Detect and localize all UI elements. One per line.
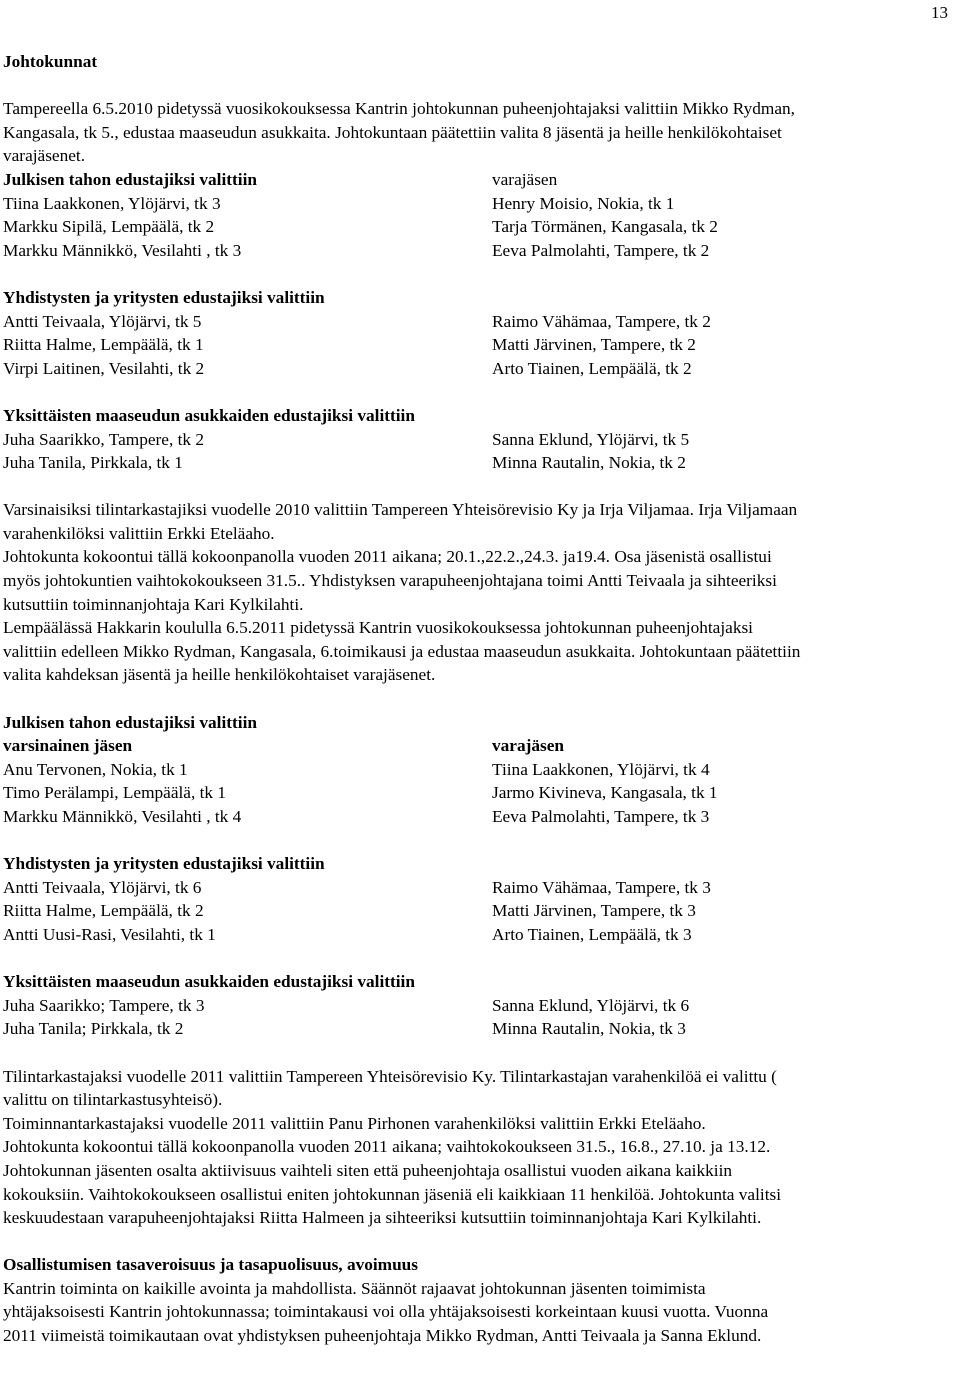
text-line: valittu on tilintarkastusyhteisö).	[3, 1090, 223, 1110]
deputy-name: Arto Tiainen, Lempäälä, tk 3	[492, 924, 692, 944]
member-row	[3, 451, 953, 475]
text-line: Toiminnantarkastajaksi vuodelle 2011 valittiin Panu Pirhonen varahenkilöksi valittiin Erkki Eteläaho.	[3, 1113, 706, 1133]
text-line: Lempäälässä Hakkarin koululla 6.5.2011 pidetyssä Kantrin vuosikokouksessa johtokunnan puheenjohtajaksi	[3, 618, 753, 638]
section-title: Julkisen tahon edustajiksi valittiin	[3, 169, 258, 189]
section-2010-associations	[3, 286, 953, 380]
deputy-name: Raimo Vähämaa, Tampere, tk 2	[492, 311, 711, 331]
closing-paragraph	[3, 1065, 953, 1230]
deputy-name: Tarja Törmänen, Kangasala, tk 2	[492, 217, 718, 237]
deputy-name: Jarmo Kivineva, Kangasala, tk 1	[492, 783, 718, 803]
text-line: valittiin edelleen Mikko Rydman, Kangasala, 6.toimikausi ja edustaa maaseudun asukkaita. Johtokuntaan päätettiin	[3, 641, 801, 661]
section-2010-rural	[3, 404, 953, 475]
text-line: myös johtokuntien vaihtokokoukseen 31.5.. Yhdistyksen varapuheenjohtajana toimi Antti Teivaala ja sihteeriksi	[3, 571, 777, 591]
member-name: Tiina Laakkonen, Ylöjärvi, tk 3	[3, 193, 221, 213]
text-line: Varsinaisiksi tilintarkastajiksi vuodelle 2010 valittiin Tampereen Yhteisörevisio Ky ja Irja Viljamaa. Irja Viljamaan	[3, 500, 798, 520]
member-row	[3, 805, 953, 829]
member-row	[3, 899, 953, 923]
deputy-name: Arto Tiainen, Lempäälä, tk 2	[492, 358, 692, 378]
deputy-name: Sanna Eklund, Ylöjärvi, tk 6	[492, 995, 690, 1015]
member-row	[3, 239, 953, 263]
intro-paragraph	[3, 97, 953, 168]
text-line: Johtokunnan jäsenten osalta aktiivisuus vaihteli siten että puheenjohtaja osallistui vuoden aikana kaikkiin	[3, 1160, 733, 1180]
text-line: Tampereella 6.5.2010 pidetyssä vuosikokouksessa Kantrin johtokunnan puheenjohtajaksi valittiin Mikko Rydman,	[3, 99, 795, 119]
section-title: Yksittäisten maaseudun asukkaiden edustajiksi valittiin	[3, 405, 415, 425]
deputy-name: Sanna Eklund, Ylöjärvi, tk 5	[492, 429, 690, 449]
section-title: Julkisen tahon edustajiksi valittiin	[3, 712, 258, 732]
page-number: 13	[931, 3, 948, 22]
deputy-name: Eeva Palmolahti, Tampere, tk 2	[492, 240, 710, 260]
member-row	[3, 876, 953, 900]
member-name: Markku Männikkö, Vesilahti , tk 3	[3, 240, 242, 260]
member-row	[3, 1017, 953, 1041]
section-2011-associations	[3, 852, 953, 946]
member-name: Antti Uusi-Rasi, Vesilahti, tk 1	[3, 924, 216, 944]
middle-paragraph	[3, 498, 953, 687]
deputy-name: Minna Rautalin, Nokia, tk 3	[492, 1019, 686, 1039]
member-row	[3, 310, 953, 334]
text-line: 2011 viimeistä toimikautaan ovat yhdistyksen puheenjohtaja Mikko Rydman, Antti Teivaala ja Sanna Eklund.	[3, 1326, 762, 1346]
deputy-header: varajäsen	[492, 169, 558, 189]
section-title: Osallistumisen tasaveroisuus ja tasapuolisuus, avoimuus	[3, 1255, 419, 1275]
member-header: varsinainen jäsen	[3, 736, 133, 756]
member-row	[3, 215, 953, 239]
page-content	[3, 50, 953, 1348]
member-row	[3, 781, 953, 805]
text-line: kokouksiin. Vaihtokokoukseen osallistui eniten johtokunnan jäseniä eli kaikkiaan 11 henkilöä. Johtokunta valitsi	[3, 1184, 782, 1204]
member-row	[3, 192, 953, 216]
member-name: Markku Männikkö, Vesilahti , tk 4	[3, 807, 242, 826]
section-2011-public	[3, 711, 953, 829]
deputy-header: varajäsen	[492, 736, 564, 756]
member-name: Juha Tanila; Pirkkala, tk 2	[3, 1019, 184, 1039]
member-name: Virpi Laitinen, Vesilahti, tk 2	[3, 358, 205, 378]
member-name: Antti Teivaala, Ylöjärvi, tk 5	[3, 311, 202, 331]
text-line: Kangasala, tk 5., edustaa maaseudun asukkaita. Johtokuntaan päätettiin valita 8 jäsentä ja heille henkilökohtaiset	[3, 122, 782, 142]
member-row	[3, 758, 953, 782]
member-name: Riitta Halme, Lempäälä, tk 2	[3, 901, 204, 921]
text-line: yhtäjaksoisesti Kantrin johtokunnassa; toimintakausi voi olla yhtäjaksoisesti korkeintaan kuusi vuotta. Vuonna	[3, 1302, 769, 1322]
deputy-name: Matti Järvinen, Tampere, tk 3	[492, 901, 696, 921]
member-name: Juha Saarikko, Tampere, tk 2	[3, 429, 204, 449]
deputy-name: Eeva Palmolahti, Tampere, tk 3	[492, 807, 710, 826]
deputy-name: Matti Järvinen, Tampere, tk 2	[492, 335, 696, 355]
section-title: Yhdistysten ja yritysten edustajiksi valittiin	[3, 287, 325, 307]
deputy-name: Raimo Vähämaa, Tampere, tk 3	[492, 877, 711, 897]
member-name: Markku Sipilä, Lempäälä, tk 2	[3, 217, 215, 237]
equality-section	[3, 1253, 953, 1347]
member-name: Timo Perälampi, Lempäälä, tk 1	[3, 783, 227, 803]
section-2011-rural	[3, 970, 953, 1041]
member-name: Juha Saarikko; Tampere, tk 3	[3, 995, 205, 1015]
text-line: Kantrin toiminta on kaikille avointa ja mahdollista. Säännöt rajaavat johtokunnan jäsenten toimimista	[3, 1278, 706, 1298]
member-row	[3, 357, 953, 381]
text-line: Johtokunta kokoontui tällä kokoonpanolla vuoden 2011 aikana; vaihtokokoukseen 31.5., 16.8., 27.10. ja 13.12.	[3, 1137, 771, 1157]
member-name: Antti Teivaala, Ylöjärvi, tk 6	[3, 877, 202, 897]
text-line: kutsuttiin toiminnanjohtaja Kari Kylkilahti.	[3, 594, 304, 614]
page-heading: Johtokunnat	[3, 52, 98, 71]
member-name: Anu Tervonen, Nokia, tk 1	[3, 759, 188, 779]
text-line: keskuudestaan varapuheenjohtajaksi Riitta Halmeen ja sihteeriksi kutsuttiin toiminnanjohtaja Kari Kylkilahti.	[3, 1208, 762, 1228]
member-row	[3, 923, 953, 947]
member-name: Juha Tanila, Pirkkala, tk 1	[3, 453, 183, 473]
member-row	[3, 994, 953, 1018]
deputy-name: Minna Rautalin, Nokia, tk 2	[492, 453, 686, 473]
section-title: Yhdistysten ja yritysten edustajiksi valittiin	[3, 854, 325, 874]
text-line: Tilintarkastajaksi vuodelle 2011 valittiin Tampereen Yhteisörevisio Ky. Tilintarkastajan varahenkilöä ei valittu (	[3, 1066, 777, 1086]
text-line: varahenkilöksi valittiin Erkki Eteläaho.	[3, 523, 275, 543]
section-title: Yksittäisten maaseudun asukkaiden edustajiksi valittiin	[3, 972, 415, 992]
deputy-name: Tiina Laakkonen, Ylöjärvi, tk 4	[492, 759, 710, 779]
text-line: Johtokunta kokoontui tällä kokoonpanolla vuoden 2011 aikana; 20.1.,22.2.,24.3. ja19.4. Osa jäsenistä osallistui	[3, 547, 772, 567]
member-row	[3, 333, 953, 357]
text-line: valita kahdeksan jäsentä ja heille henkilökohtaiset varajäsenet.	[3, 665, 436, 685]
text-line: varajäsenet.	[3, 146, 86, 166]
deputy-name: Henry Moisio, Nokia, tk 1	[492, 193, 675, 213]
section-2010-public	[3, 168, 953, 262]
member-name: Riitta Halme, Lempäälä, tk 1	[3, 335, 204, 355]
member-row	[3, 428, 953, 452]
